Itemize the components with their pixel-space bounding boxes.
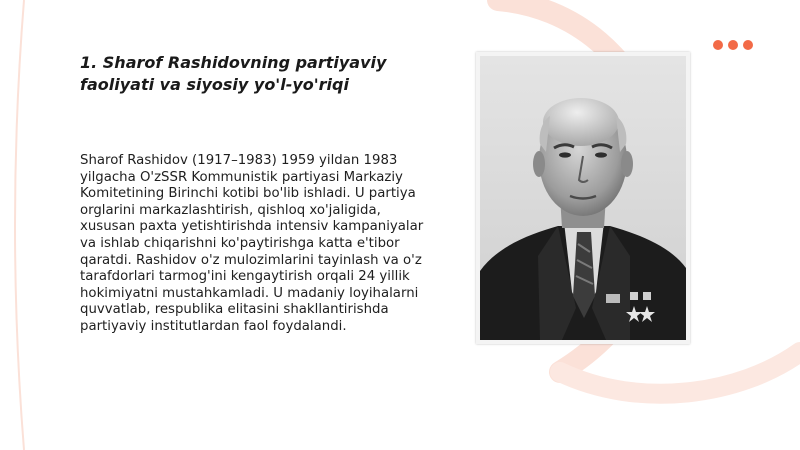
left-arc [15,0,24,450]
portrait-frame [476,52,690,344]
dot-icon [713,40,723,50]
flag-badge [606,294,620,303]
slide-title: 1. Sharof Rashidovning partiyaviy faoliyati va siyosiy yo'l-yo'riqi [80,53,387,94]
dot-icon [728,40,738,50]
three-dots-icon [713,40,753,50]
slide-body-text: Sharof Rashidov (1917–1983) 1959 yildan 1983 yilgacha O'zSSR Kommunistik partiyasi Markaziy Komitetining Birinchi kotibi bo'lib ishladi. U partiya orglarini markazlashtirish, qishloq xo'jaligida, xususan paxta yetishtirishda intensiv kampaniyalar va ishlab chiqarishni ko'paytirishga katta e'tibor qaratdi. Rashidov o'z mulozimlarini tayinlash va o'z tarafdorlari tarmog'ini kengaytirish orqali 24 yillik hokimiyatni mustahkamladi. U madaniy loyihalarni quvvatlab, respublika elitasini shakllantirishda partiyaviy institutlardan faol foydalandi. [80,153,424,334]
dot-icon [743,40,753,50]
portrait-photo [480,56,686,340]
